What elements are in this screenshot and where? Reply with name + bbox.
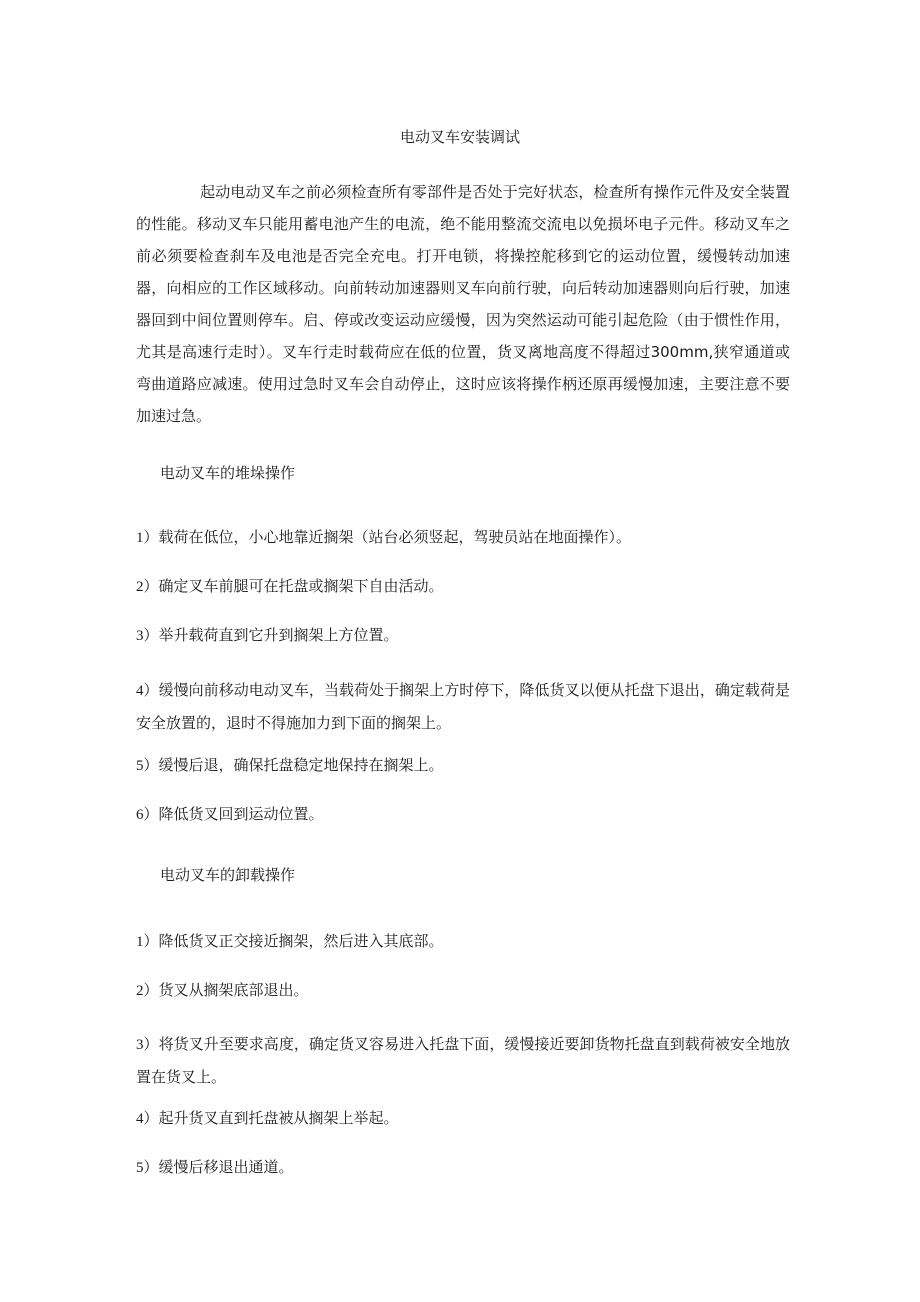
section-heading-stacking: 电动叉车的堆垛操作 — [160, 464, 296, 482]
intro-paragraph — [136, 176, 790, 432]
list-item — [136, 521, 790, 554]
item-number: 2 — [136, 579, 144, 595]
item-text: ）货叉从搁架底部退出。 — [143, 981, 309, 999]
item-text: ）起升货叉直到托盘被从搁架上举起。 — [143, 1109, 399, 1127]
item-text: ）将货叉升至要求高度，确定货叉容易进入托盘下面，缓慢接近要卸货物托盘直到载荷被安全地放置在货叉上。 — [136, 1035, 790, 1086]
item-text: ）确定叉车前腿可在托盘或搁架下自由活动。 — [143, 577, 444, 595]
item-number: 5 — [136, 1160, 144, 1176]
item-number: 4 — [136, 683, 144, 699]
list-item — [136, 749, 790, 782]
list-item — [136, 1151, 790, 1184]
item-text: ）缓慢后退，确保托盘稳定地保持在搁架上。 — [143, 756, 444, 774]
list-item — [136, 925, 790, 958]
item-text: ）缓慢向前移动电动叉车，当载荷处于搁架上方时停下，降低货叉以便从托盘下退出，确定载荷是安全放置的，退时不得施加力到下面的搁架上。 — [136, 681, 790, 732]
item-number: 2 — [136, 983, 144, 999]
section-heading-unloading: 电动叉车的卸载操作 — [160, 866, 296, 884]
item-number: 6 — [136, 807, 144, 823]
item-text: ）降低货叉回到运动位置。 — [143, 805, 324, 823]
document-title: 电动叉车安装调试 — [399, 128, 520, 146]
item-text: ）缓慢后移退出通道。 — [143, 1158, 294, 1176]
list-item — [136, 619, 790, 652]
item-number: 3 — [136, 1037, 144, 1053]
list-item — [136, 1102, 790, 1135]
intro-text: 起动电动叉车之前必须检查所有零部件是否处于完好状态，检查所有操作元件及安全装置的性能。移动叉车只能用蓄电池产生的电流，绝不能用整流交流电以免损坏电子元件。移动叉车之前必须要检查刹车及电池是否完全充电。打开电锁，将操控舵移到它的运动位置，缓慢转动加速器，向相应的工作区域移动。向前转动加速器则叉车向前行驶，向后转动加速器则向后行驶，加速器回到中间位置则停车。启、停或改变运动应缓慢，因为突然运动可能引起危险（由于惯性作用，尤其是高速行走时）。叉车行走时载荷应在低的位置，货叉离地高度不得超过300mm,狭窄通道或弯曲道路应减速。使用过急时叉车会自动停止，这时应该将操作柄还原再缓慢加速，主要注意不要加速过急。 — [136, 183, 790, 425]
item-text: ）举升载荷直到它升到搁架上方位置。 — [143, 626, 399, 644]
list-item — [136, 798, 790, 831]
list-item — [136, 570, 790, 603]
item-number: 1 — [136, 530, 144, 546]
item-number: 3 — [136, 628, 144, 644]
list-item — [136, 974, 790, 1007]
item-number: 4 — [136, 1111, 144, 1127]
item-number: 1 — [136, 934, 144, 950]
item-text: ）降低货叉正交接近搁架，然后进入其底部。 — [143, 932, 444, 950]
item-number: 5 — [136, 758, 144, 774]
item-text: ）载荷在低位，小心地靠近搁架（站台必须竖起，驾驶员站在地面操作）。 — [143, 528, 632, 546]
list-item — [136, 1028, 790, 1093]
list-item — [136, 674, 790, 739]
